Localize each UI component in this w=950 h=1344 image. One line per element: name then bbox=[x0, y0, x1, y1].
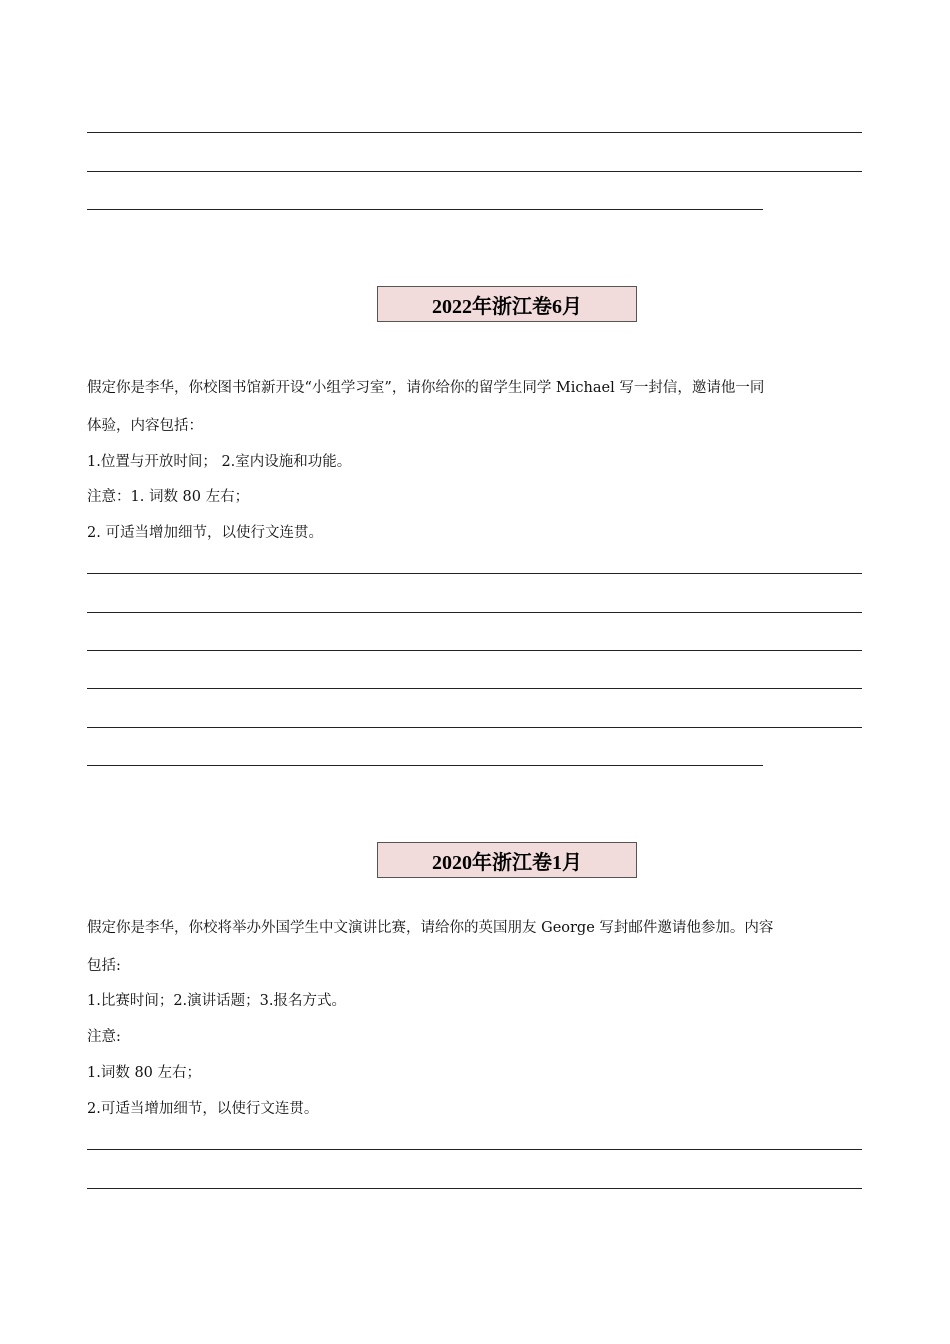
content-points: 1.比赛时间；2.演讲话题；3.报名方式。 bbox=[87, 993, 347, 1009]
prompt-line: 假定你是李华，你校图书馆新开设“小组学习室”，请你给你的留学生同学 Michael 写一封信，邀请他一同 bbox=[87, 380, 765, 396]
prompt-line: 假定你是李华，你校将举办外国学生中文演讲比赛，请给你的英国朋友 George 写封邮件邀请他参加。内容 bbox=[87, 920, 774, 936]
writing-line bbox=[87, 688, 862, 689]
prompt-line: 体验，内容包括： bbox=[87, 418, 203, 434]
section-title-2022: 2022年浙江卷6月 bbox=[377, 286, 637, 322]
note-line: 2.可适当增加细节，以使行文连贯。 bbox=[87, 1101, 319, 1117]
content-points: 1.位置与开放时间； 2.室内设施和功能。 bbox=[87, 454, 352, 470]
prompt-line: 包括: bbox=[87, 958, 121, 974]
writing-line bbox=[87, 727, 862, 728]
writing-line bbox=[87, 1149, 862, 1150]
writing-line bbox=[87, 171, 862, 172]
writing-line bbox=[87, 209, 763, 210]
writing-line bbox=[87, 612, 862, 613]
note-line: 注意：1. 词数 80 左右； bbox=[87, 489, 250, 505]
writing-line bbox=[87, 132, 862, 133]
writing-line bbox=[87, 573, 862, 574]
note-line: 2. 可适当增加细节，以使行文连贯。 bbox=[87, 525, 323, 541]
note-label: 注意: bbox=[87, 1029, 121, 1045]
writing-line bbox=[87, 1188, 862, 1189]
writing-line bbox=[87, 765, 763, 766]
section-title-2020: 2020年浙江卷1月 bbox=[377, 842, 637, 878]
writing-line bbox=[87, 650, 862, 651]
note-line: 1.词数 80 左右； bbox=[87, 1065, 202, 1081]
